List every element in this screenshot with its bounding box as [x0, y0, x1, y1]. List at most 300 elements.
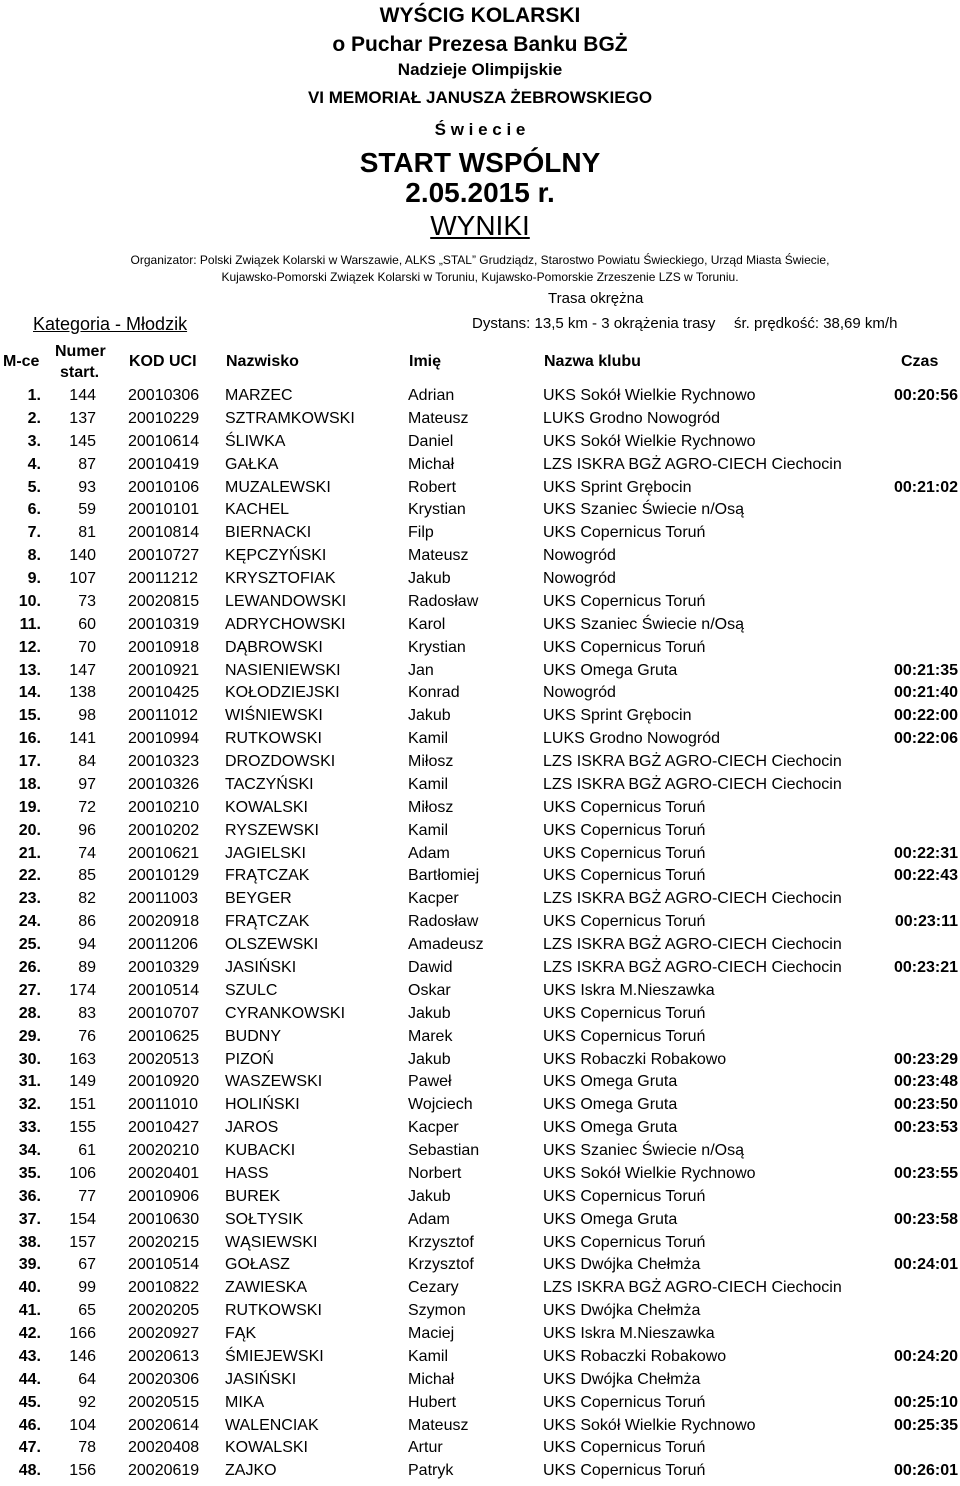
club-cell: UKS Dwójka Chełmża [543, 1302, 701, 1320]
club-cell: UKS Copernicus Toruń [543, 1233, 706, 1251]
start-number-cell: 147 [69, 661, 96, 679]
organizer-line-1: Organizator: Polski Związek Kolarski w Warszawie, ALKS „STAL” Grudziądz, Starostwo Powiatu Świeckiego, Urząd Miasta Świecie, [130, 253, 830, 267]
time-cell: 00:20:56 [893, 387, 958, 404]
club-cell: UKS Copernicus Toruń [543, 1462, 706, 1480]
club-cell: UKS Omega Gruta [543, 1073, 678, 1091]
club-cell: UKS Copernicus Toruń [543, 844, 706, 862]
surname-cell: TACZYŃSKI [225, 775, 314, 793]
firstname-cell: Adam [408, 1210, 450, 1228]
uci-code-cell: 20010129 [128, 867, 200, 885]
time-cell: 00:22:00 [893, 707, 958, 725]
firstname-cell: Jakub [408, 570, 451, 588]
club-cell: UKS Iskra M.Nieszawka [543, 981, 715, 999]
surname-cell: KĘPCZYŃSKI [225, 547, 327, 565]
uci-code-cell: 20020614 [128, 1416, 200, 1434]
start-number-cell: 61 [78, 1142, 96, 1160]
place-cell: 10. [18, 592, 41, 610]
club-cell: UKS Szaniec Świecie n/Osą [543, 501, 744, 519]
table-row [0, 1142, 960, 1165]
table-row [0, 684, 960, 707]
table-row [0, 547, 960, 570]
firstname-cell: Jakub [408, 1050, 451, 1068]
club-cell: LUKS Grodno Nowogród [543, 730, 720, 748]
time-cell: 00:23:21 [893, 959, 958, 976]
place-cell: 46. [18, 1416, 41, 1434]
surname-cell: KOŁODZIEJSKI [225, 684, 340, 702]
place-cell: 4. [27, 455, 41, 473]
firstname-cell: Wojciech [408, 1096, 473, 1114]
club-cell: UKS Copernicus Toruń [543, 867, 706, 885]
club-cell: UKS Sprint Grębocin [543, 707, 692, 725]
surname-cell: WIŚNIEWSKI [225, 707, 323, 725]
firstname-cell: Kamil [408, 1347, 449, 1365]
start-number-cell: 174 [69, 981, 96, 999]
surname-cell: KRYSZTOFIAK [225, 570, 336, 588]
firstname-cell: Robert [408, 478, 457, 496]
club-cell: UKS Sokół Wielkie Rychnowo [543, 387, 756, 404]
start-number-cell: 59 [78, 501, 96, 519]
place-cell: 29. [18, 1027, 41, 1045]
table-row [0, 501, 960, 524]
firstname-cell: Hubert [408, 1393, 457, 1411]
uci-code-cell: 20020619 [128, 1462, 200, 1480]
place-cell: 13. [18, 661, 41, 679]
distance-label: Dystans: 13,5 km - 3 okrążenia trasy [472, 315, 716, 332]
table-row [0, 867, 960, 890]
surname-cell: OLSZEWSKI [225, 936, 319, 954]
surname-cell: GOŁASZ [225, 1256, 290, 1274]
col-header-code: KOD UCI [129, 353, 197, 370]
place-cell: 17. [18, 753, 41, 771]
uci-code-cell: 20011010 [128, 1096, 198, 1114]
time-cell: 00:23:48 [893, 1073, 958, 1091]
col-header-firstname: Imię [409, 353, 442, 370]
title-place: Ś w i e c i e [434, 120, 526, 139]
surname-cell: JASIŃSKI [225, 959, 297, 976]
start-number-cell: 99 [78, 1279, 96, 1297]
club-cell: UKS Copernicus Toruń [543, 1393, 706, 1411]
firstname-cell: Jakub [408, 1004, 451, 1022]
col-header-time: Czas [901, 353, 939, 370]
place-cell: 18. [18, 775, 41, 793]
table-row [0, 913, 960, 936]
firstname-cell: Karol [408, 615, 446, 633]
surname-cell: RUTKOWSKI [225, 730, 322, 748]
time-cell: 00:24:20 [893, 1347, 958, 1365]
title-cup: o Puchar Prezesa Banku BGŻ [332, 33, 628, 56]
place-cell: 27. [18, 981, 41, 999]
table-row [0, 959, 960, 982]
place-cell: 9. [27, 570, 41, 588]
place-cell: 40. [18, 1279, 41, 1297]
table-row [0, 1439, 960, 1462]
place-cell: 19. [18, 798, 41, 816]
club-cell: UKS Omega Gruta [543, 1096, 678, 1114]
start-number-cell: 82 [78, 890, 96, 908]
table-row [0, 936, 960, 959]
firstname-cell: Norbert [408, 1164, 462, 1182]
uci-code-cell: 20020513 [128, 1050, 200, 1068]
surname-cell: JAGIELSKI [225, 844, 306, 862]
start-number-cell: 81 [78, 524, 96, 542]
table-row [0, 1096, 960, 1119]
title-start: START WSPÓLNY [359, 147, 601, 178]
time-cell: 00:26:01 [893, 1462, 958, 1480]
table-row [0, 616, 960, 639]
club-cell: LZS ISKRA BGŻ AGRO-CIECH Ciechocin [543, 455, 842, 473]
club-cell: UKS Dwójka Chełmża [543, 1370, 701, 1388]
place-cell: 30. [18, 1050, 41, 1068]
route-label: Trasa okrężna [548, 290, 644, 307]
col-header-place: M-ce [3, 353, 40, 370]
uci-code-cell: 20010329 [128, 959, 200, 976]
surname-cell: ZAJKO [225, 1462, 277, 1480]
start-number-cell: 64 [78, 1370, 96, 1388]
start-number-cell: 74 [78, 844, 96, 862]
start-number-cell: 67 [78, 1256, 96, 1274]
table-row [0, 1417, 960, 1440]
club-cell: UKS Copernicus Toruń [543, 1004, 706, 1022]
table-row [0, 456, 960, 479]
surname-cell: BEYGER [225, 890, 292, 908]
surname-cell: KUBACKI [225, 1142, 296, 1160]
place-cell: 15. [18, 707, 41, 725]
uci-code-cell: 20020613 [128, 1347, 200, 1365]
surname-cell: KOWALSKI [225, 1439, 308, 1457]
table-row [0, 593, 960, 616]
firstname-cell: Marek [408, 1027, 453, 1045]
table-row [0, 1256, 960, 1279]
uci-code-cell: 20010106 [128, 478, 200, 496]
table-row [0, 799, 960, 822]
firstname-cell: Szymon [408, 1302, 466, 1320]
place-cell: 44. [18, 1370, 41, 1388]
table-row [0, 1462, 960, 1485]
col-header-number: Numer [55, 343, 106, 360]
uci-code-cell: 20010306 [128, 387, 200, 404]
start-number-cell: 146 [69, 1347, 96, 1365]
club-cell: UKS Copernicus Toruń [543, 1439, 706, 1457]
surname-cell: MIKA [225, 1393, 265, 1411]
place-cell: 6. [27, 501, 41, 519]
start-number-cell: 78 [78, 1439, 96, 1457]
table-row [0, 890, 960, 913]
club-cell: UKS Copernicus Toruń [543, 798, 706, 816]
firstname-cell: Adam [408, 844, 450, 862]
start-number-cell: 141 [69, 730, 96, 748]
table-row [0, 1073, 960, 1096]
uci-code-cell: 20011212 [128, 570, 198, 588]
time-cell: 00:23:29 [893, 1050, 958, 1068]
table-row [0, 845, 960, 868]
surname-cell: WASZEWSKI [225, 1073, 323, 1091]
table-row [0, 1051, 960, 1074]
time-cell: 00:21:02 [893, 478, 958, 496]
place-cell: 2. [27, 409, 41, 427]
surname-cell: RUTKOWSKI [225, 1302, 322, 1320]
start-number-cell: 155 [69, 1119, 96, 1137]
start-number-cell: 149 [69, 1073, 96, 1091]
place-cell: 7. [27, 524, 41, 542]
time-cell: 00:23:58 [893, 1210, 958, 1228]
uci-code-cell: 20020918 [128, 913, 200, 931]
place-cell: 34. [18, 1142, 41, 1160]
surname-cell: WĄSIEWSKI [225, 1233, 318, 1251]
firstname-cell: Kamil [408, 730, 449, 748]
firstname-cell: Krystian [408, 638, 466, 656]
place-cell: 39. [18, 1256, 41, 1274]
place-cell: 38. [18, 1233, 41, 1251]
uci-code-cell: 20010921 [128, 661, 200, 679]
start-number-cell: 140 [69, 547, 96, 565]
surname-cell: FĄK [225, 1325, 257, 1343]
place-cell: 48. [18, 1462, 41, 1480]
surname-cell: DĄBROWSKI [225, 638, 323, 656]
start-number-cell: 156 [69, 1462, 96, 1480]
table-row [0, 1234, 960, 1257]
uci-code-cell: 20010101 [128, 501, 200, 519]
surname-cell: SZULC [225, 981, 278, 999]
uci-code-cell: 20010906 [128, 1187, 200, 1205]
surname-cell: SOŁTYSIK [225, 1210, 304, 1228]
uci-code-cell: 20010427 [128, 1119, 200, 1137]
place-cell: 28. [18, 1004, 41, 1022]
title-memorial: VI MEMORIAŁ JANUSZA ŻEBROWSKIEGO [307, 88, 653, 107]
table-row [0, 753, 960, 776]
start-number-cell: 144 [69, 387, 96, 404]
surname-cell: MARZEC [225, 387, 293, 404]
surname-cell: HASS [225, 1164, 269, 1182]
firstname-cell: Adrian [408, 387, 455, 404]
firstname-cell: Kacper [408, 1119, 459, 1137]
uci-code-cell: 20020306 [128, 1370, 200, 1388]
start-number-cell: 96 [78, 821, 96, 839]
uci-code-cell: 20010419 [128, 455, 200, 473]
table-row [0, 1302, 960, 1325]
place-cell: 42. [18, 1325, 41, 1343]
surname-cell: BUREK [225, 1187, 281, 1205]
surname-cell: MUZALEWSKI [225, 478, 331, 496]
time-cell: 00:25:35 [893, 1416, 958, 1434]
club-cell: UKS Dwójka Chełmża [543, 1256, 701, 1274]
uci-code-cell: 20020401 [128, 1164, 200, 1182]
start-number-cell: 72 [78, 798, 96, 816]
place-cell: 32. [18, 1096, 41, 1114]
table-row [0, 982, 960, 1005]
firstname-cell: Cezary [408, 1279, 459, 1297]
start-number-cell: 137 [69, 409, 96, 427]
firstname-cell: Miłosz [408, 798, 454, 816]
club-cell: UKS Copernicus Toruń [543, 638, 706, 656]
uci-code-cell: 20020408 [128, 1439, 200, 1457]
club-cell: Nowogród [543, 684, 616, 702]
uci-code-cell: 20010814 [128, 524, 200, 542]
place-cell: 24. [18, 913, 41, 931]
club-cell: UKS Copernicus Toruń [543, 592, 706, 610]
club-cell: Nowogród [543, 570, 616, 588]
club-cell: LUKS Grodno Nowogród [543, 409, 720, 427]
uci-code-cell: 20010425 [128, 684, 200, 702]
uci-code-cell: 20020515 [128, 1393, 200, 1411]
place-cell: 37. [18, 1210, 41, 1228]
start-number-cell: 104 [69, 1416, 96, 1434]
start-number-cell: 84 [78, 753, 96, 771]
col-header-number-start: start. [60, 364, 100, 381]
place-cell: 41. [18, 1302, 41, 1320]
surname-cell: FRĄTCZAK [225, 913, 310, 931]
uci-code-cell: 20010621 [128, 844, 200, 862]
start-number-cell: 107 [69, 570, 96, 588]
firstname-cell: Sebastian [408, 1142, 480, 1160]
club-cell: LZS ISKRA BGŻ AGRO-CIECH Ciechocin [543, 936, 842, 954]
club-cell: UKS Omega Gruta [543, 1210, 678, 1228]
firstname-cell: Jan [408, 661, 434, 679]
surname-cell: LEWANDOWSKI [225, 592, 347, 610]
surname-cell: WALENCIAK [225, 1416, 319, 1434]
surname-cell: CYRANKOWSKI [225, 1004, 346, 1022]
table-row [0, 1165, 960, 1188]
time-cell: 00:21:40 [893, 684, 958, 702]
club-cell: UKS Sokół Wielkie Rychnowo [543, 432, 756, 450]
table-row [0, 1371, 960, 1394]
start-number-cell: 157 [69, 1233, 96, 1251]
start-number-cell: 154 [69, 1210, 96, 1228]
table-row [0, 1119, 960, 1142]
place-cell: 20. [18, 821, 41, 839]
table-row [0, 1325, 960, 1348]
firstname-cell: Artur [408, 1439, 443, 1457]
uci-code-cell: 20020210 [128, 1142, 200, 1160]
title-race: WYŚCIG KOLARSKI [379, 4, 581, 27]
table-row [0, 1394, 960, 1417]
surname-cell: BUDNY [225, 1027, 282, 1045]
time-cell: 00:23:53 [893, 1119, 958, 1137]
firstname-cell: Mateusz [408, 1416, 469, 1434]
uci-code-cell: 20020205 [128, 1302, 200, 1320]
start-number-cell: 87 [78, 455, 96, 473]
time-cell: 00:22:43 [893, 867, 958, 885]
start-number-cell: 85 [78, 867, 96, 885]
table-row [0, 387, 960, 410]
firstname-cell: Radosław [408, 913, 479, 931]
club-cell: LZS ISKRA BGŻ AGRO-CIECH Ciechocin [543, 775, 842, 793]
place-cell: 47. [18, 1439, 41, 1457]
place-cell: 11. [19, 615, 41, 633]
club-cell: UKS Sokół Wielkie Rychnowo [543, 1416, 756, 1434]
start-number-cell: 94 [78, 936, 96, 954]
uci-code-cell: 20011206 [128, 936, 198, 954]
firstname-cell: Mateusz [408, 409, 469, 427]
uci-code-cell: 20010920 [128, 1073, 200, 1091]
firstname-cell: Jakub [408, 707, 451, 725]
firstname-cell: Krzysztof [408, 1256, 474, 1274]
firstname-cell: Radosław [408, 592, 479, 610]
club-cell: LZS ISKRA BGŻ AGRO-CIECH Ciechocin [543, 959, 842, 976]
surname-cell: BIERNACKI [225, 524, 312, 542]
firstname-cell: Amadeusz [408, 936, 484, 954]
uci-code-cell: 20011003 [128, 890, 198, 908]
uci-code-cell: 20010625 [128, 1027, 200, 1045]
firstname-cell: Kacper [408, 890, 459, 908]
col-header-surname: Nazwisko [226, 353, 299, 370]
firstname-cell: Krystian [408, 501, 466, 519]
col-header-club: Nazwa klubu [544, 353, 641, 370]
club-cell: Nowogród [543, 547, 616, 565]
surname-cell: FRĄTCZAK [225, 867, 310, 885]
surname-cell: PIZOŃ [225, 1050, 274, 1068]
firstname-cell: Konrad [408, 684, 460, 702]
start-number-cell: 97 [78, 775, 96, 793]
firstname-cell: Filp [408, 524, 434, 542]
firstname-cell: Mateusz [408, 547, 469, 565]
place-cell: 45. [18, 1393, 41, 1411]
firstname-cell: Paweł [408, 1073, 452, 1091]
organizer-line-2: Kujawsko-Pomorski Związek Kolarski w Toruniu, Kujawsko-Pomorskie Zrzeszenie LZS w Toruniu. [221, 270, 739, 284]
uci-code-cell: 20011012 [128, 707, 198, 725]
uci-code-cell: 20010229 [128, 409, 200, 427]
uci-code-cell: 20020927 [128, 1325, 200, 1343]
club-cell: UKS Copernicus Toruń [543, 821, 706, 839]
table-row [0, 1279, 960, 1302]
start-number-cell: 83 [78, 1004, 96, 1022]
place-cell: 8. [27, 547, 41, 565]
uci-code-cell: 20010326 [128, 775, 200, 793]
start-number-cell: 166 [69, 1325, 96, 1343]
club-cell: UKS Robaczki Robakowo [543, 1347, 727, 1365]
place-cell: 3. [27, 432, 41, 450]
place-cell: 1. [27, 387, 41, 404]
surname-cell: KOWALSKI [225, 798, 308, 816]
uci-code-cell: 20010630 [128, 1210, 200, 1228]
time-cell: 00:23:50 [893, 1096, 958, 1114]
start-number-cell: 77 [78, 1187, 96, 1205]
table-row [0, 707, 960, 730]
club-cell: UKS Sprint Grębocin [543, 478, 692, 496]
avg-speed-label: śr. prędkość: 38,69 km/h [734, 315, 898, 332]
uci-code-cell: 20010514 [128, 981, 200, 999]
place-cell: 22. [18, 867, 41, 885]
surname-cell: GAŁKA [225, 455, 279, 473]
uci-code-cell: 20010319 [128, 615, 200, 633]
place-cell: 5. [27, 478, 41, 496]
uci-code-cell: 20010514 [128, 1256, 200, 1274]
firstname-cell: Miłosz [408, 753, 454, 771]
category-label: Kategoria - Młodzik [33, 314, 188, 334]
place-cell: 23. [18, 890, 41, 908]
table-row [0, 1348, 960, 1371]
start-number-cell: 93 [78, 478, 96, 496]
uci-code-cell: 20010727 [128, 547, 200, 565]
time-cell: 00:23:55 [893, 1164, 958, 1182]
table-row [0, 433, 960, 456]
club-cell: UKS Copernicus Toruń [543, 913, 706, 931]
title-results: WYNIKI [430, 210, 530, 241]
uci-code-cell: 20010202 [128, 821, 200, 839]
uci-code-cell: 20020215 [128, 1233, 200, 1251]
firstname-cell: Daniel [408, 432, 454, 450]
firstname-cell: Oskar [408, 981, 451, 999]
table-row [0, 410, 960, 433]
start-number-cell: 98 [78, 707, 96, 725]
time-cell: 00:22:31 [893, 844, 958, 862]
time-cell: 00:21:35 [893, 661, 958, 679]
start-number-cell: 106 [69, 1164, 96, 1182]
club-cell: LZS ISKRA BGŻ AGRO-CIECH Ciechocin [543, 753, 842, 771]
uci-code-cell: 20010918 [128, 638, 200, 656]
place-cell: 26. [18, 959, 41, 976]
surname-cell: JASIŃSKI [225, 1370, 297, 1388]
place-cell: 16. [18, 730, 41, 748]
